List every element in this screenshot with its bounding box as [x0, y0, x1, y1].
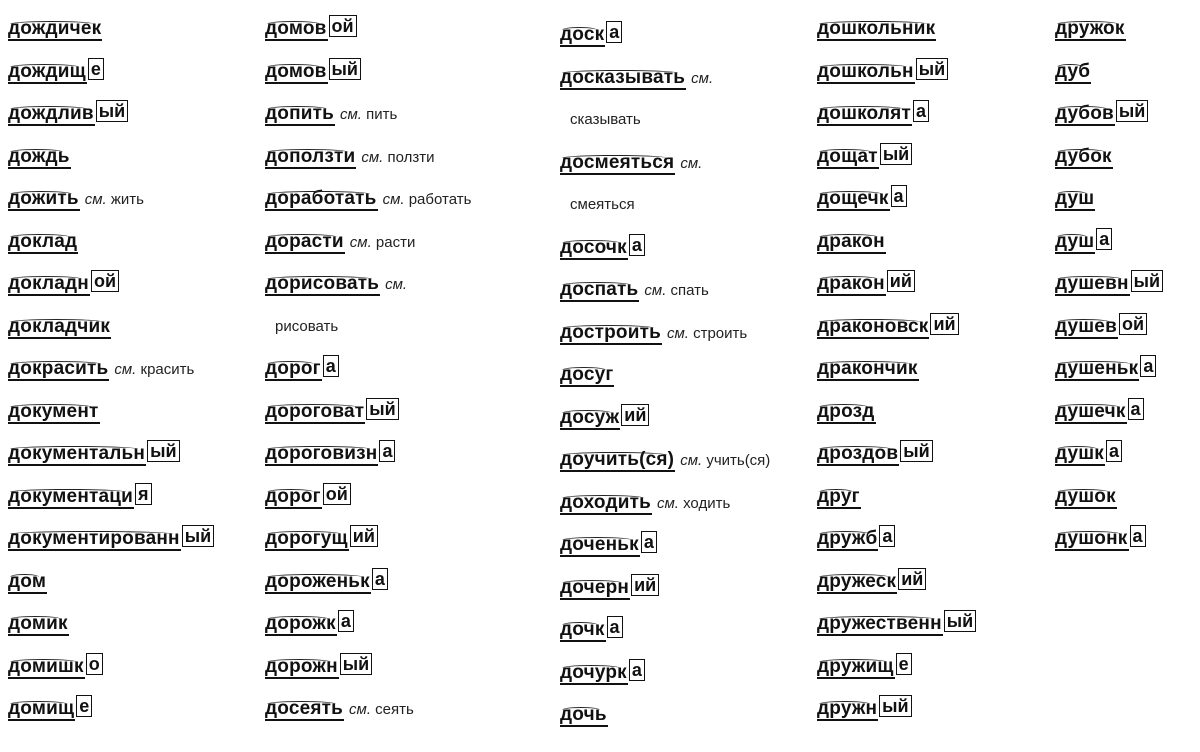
word-stem: домов [265, 18, 327, 39]
word-ending-box: ий [621, 404, 649, 426]
word-entry [8, 609, 69, 639]
word-stem: дракон [817, 231, 885, 252]
word-ending-box: ой [323, 483, 351, 505]
word-stem: дроздов [817, 443, 899, 464]
word-stem: дошколят [817, 103, 911, 124]
word-entry [8, 227, 78, 257]
reference [680, 452, 770, 469]
word-stem: дорасти [265, 231, 344, 252]
word-stem: документаци [8, 486, 134, 507]
reference-prefix: см. [385, 276, 408, 293]
word-stem: домик [8, 613, 68, 634]
reference [385, 276, 407, 293]
word-stem: дочк [560, 619, 605, 640]
word-stem: душев [1055, 316, 1117, 337]
word-entry [560, 360, 614, 390]
word-entry [8, 439, 180, 469]
word-entry [560, 658, 645, 688]
word-stem: дракон [817, 273, 885, 294]
word-ending-box: ый [944, 610, 976, 632]
word-entry [8, 524, 214, 554]
word-entry [8, 652, 103, 682]
word-entry [265, 14, 357, 44]
word-entry [265, 524, 378, 554]
word-ending-box: ый [147, 440, 179, 462]
reference [383, 191, 472, 208]
reference-word: работать [408, 191, 472, 208]
reference-word: учить(ся) [706, 452, 771, 469]
reference [349, 701, 414, 718]
word-entry [265, 99, 397, 129]
word-entry [265, 652, 372, 682]
word-stem: докладчик [8, 316, 111, 337]
word-entry [8, 142, 71, 172]
word-stem: досочк [560, 237, 627, 258]
word-ending-box: а [323, 355, 339, 377]
word-ending-box: а [379, 440, 395, 462]
reference [361, 149, 434, 166]
word-entry [817, 184, 907, 214]
word-stem: дубок [1055, 146, 1112, 167]
word-stem: дорисовать [265, 273, 380, 294]
word-stem: друг [817, 486, 860, 507]
word-stem: доходить [560, 492, 651, 513]
reference-prefix: см. [666, 325, 689, 342]
word-entry [265, 57, 361, 87]
word-stem: дощат [817, 146, 878, 167]
word-entry [817, 269, 915, 299]
word-stem: допить [265, 103, 335, 124]
word-ending-box: а [1106, 440, 1122, 462]
word-entry [560, 105, 641, 135]
word-entry [560, 615, 623, 645]
word-ending-box: а [1140, 355, 1156, 377]
word-stem: доучить(ся) [560, 449, 675, 470]
word-ending-box: ий [350, 525, 378, 547]
word-ending-box: а [338, 610, 354, 632]
word-entry [8, 397, 100, 427]
word-entry [265, 439, 395, 469]
word-entry [265, 354, 339, 384]
word-stem: душечк [1055, 401, 1126, 422]
word-ending-box: ый [366, 398, 398, 420]
word-entry [265, 312, 338, 342]
word-entry [560, 148, 702, 178]
word-stem: душок [1055, 486, 1116, 507]
word-entry [1055, 57, 1091, 87]
word-entry [8, 354, 194, 384]
reference-word: сеять [375, 701, 414, 718]
word-stem: доск [560, 24, 605, 45]
word-ending-box: а [641, 531, 657, 553]
word-stem: душевн [1055, 273, 1129, 294]
word-stem: дочурк [560, 662, 627, 683]
word-ending-box: а [1128, 398, 1144, 420]
word-entry [1055, 184, 1095, 214]
word-stem: дружеск [817, 571, 897, 592]
word-entry [560, 403, 649, 433]
word-stem: дорожк [265, 613, 336, 634]
word-stem: дубов [1055, 103, 1114, 124]
word-ending-box: а [629, 659, 645, 681]
reference-prefix: см. [656, 495, 679, 512]
reference-prefix: см. [349, 234, 372, 251]
word-entry [8, 14, 102, 44]
word-ending-box: е [896, 653, 912, 675]
word-stem: дочерн [560, 577, 630, 598]
word-stem: дракончик [817, 358, 918, 379]
word-stem: дошкольн [817, 61, 914, 82]
word-stem: дружок [1055, 18, 1125, 39]
word-ending-box: ий [898, 568, 926, 590]
reference-prefix: см. [691, 70, 714, 87]
word-entry [1055, 397, 1144, 427]
word-stem: дощечк [817, 188, 889, 209]
word-stem: дороговат [265, 401, 365, 422]
word-ending-box: а [913, 100, 929, 122]
word-ending-box: ый [880, 143, 912, 165]
word-stem: досуг [560, 364, 614, 385]
reference [680, 155, 702, 172]
word-entry [560, 20, 622, 50]
word-ending-box: а [372, 568, 388, 590]
word-ending-box: ый [340, 653, 372, 675]
word-entry [817, 482, 861, 512]
word-entry [1055, 269, 1163, 299]
word-entry [8, 482, 152, 512]
reference-word: ползти [387, 149, 435, 166]
reference-prefix: см. [361, 149, 384, 166]
word-entry [265, 397, 399, 427]
word-stem: докладн [8, 273, 89, 294]
word-stem: домищ [8, 698, 75, 719]
word-entry [8, 312, 111, 342]
word-stem: дорогущ [265, 528, 348, 549]
word-stem: душонк [1055, 528, 1128, 549]
word-entry [1055, 142, 1113, 172]
word-ending-box: ый [1131, 270, 1163, 292]
word-ending-box: ый [900, 440, 932, 462]
word-entry [1055, 354, 1156, 384]
reference-prefix: см. [680, 452, 703, 469]
word-entry [1055, 14, 1126, 44]
word-stem: дороговизн [265, 443, 378, 464]
word-entry [817, 312, 959, 342]
word-ending-box: а [606, 21, 622, 43]
reference-continuation: смеяться [570, 196, 635, 213]
word-entry [817, 694, 912, 724]
word-entry [265, 269, 407, 299]
word-stem: документ [8, 401, 99, 422]
word-ending-box: ой [91, 270, 119, 292]
word-entry [817, 439, 933, 469]
word-stem: дрозд [817, 401, 875, 422]
word-stem: домишк [8, 656, 84, 677]
word-ending-box: а [607, 616, 623, 638]
reference [85, 191, 144, 208]
word-stem: дуб [1055, 61, 1091, 82]
reference-word: ходить [683, 495, 731, 512]
word-stem: душк [1055, 443, 1105, 464]
word-ending-box: ый [916, 58, 948, 80]
word-ending-box: ой [1119, 313, 1147, 335]
word-stem: дожить [8, 188, 79, 209]
reference [114, 361, 194, 378]
word-entry [560, 190, 635, 220]
word-entry [560, 63, 713, 93]
reference-prefix: см. [644, 282, 667, 299]
word-ending-box: ой [329, 15, 357, 37]
word-ending-box: ий [887, 270, 915, 292]
word-ending-box: а [891, 185, 907, 207]
word-entry [817, 397, 876, 427]
word-entry [1055, 524, 1146, 554]
word-entry [265, 227, 415, 257]
reference-word: расти [375, 234, 416, 251]
word-stem: дорог [265, 358, 321, 379]
word-entry [265, 184, 471, 214]
word-stem: документальн [8, 443, 146, 464]
word-ending-box: ый [96, 100, 128, 122]
word-ending-box: а [1096, 228, 1112, 250]
word-stem: дружб [817, 528, 878, 549]
word-ending-box: ий [930, 313, 958, 335]
word-ending-box: а [879, 525, 895, 547]
word-entry [1055, 482, 1117, 512]
reference [691, 70, 713, 87]
word-stem: дружищ [817, 656, 894, 677]
reference-word: красить [140, 361, 195, 378]
word-stem: доползти [265, 146, 356, 167]
word-stem: дождлив [8, 103, 94, 124]
reference-prefix: см. [84, 191, 107, 208]
word-entry [265, 609, 354, 639]
word-stem: дороженьк [265, 571, 370, 592]
reference-prefix: см. [680, 155, 703, 172]
word-stem: документированн [8, 528, 180, 549]
word-entry [265, 567, 388, 597]
word-ending-box: ий [631, 574, 659, 596]
word-entry [817, 524, 895, 554]
word-stem: драконовск [817, 316, 929, 337]
word-ending-box: а [1130, 525, 1146, 547]
word-stem: доработать [265, 188, 377, 209]
word-entry [8, 269, 119, 299]
word-stem: дождищ [8, 61, 86, 82]
word-entry [560, 573, 659, 603]
word-ending-box: ый [182, 525, 214, 547]
word-entry [8, 99, 128, 129]
word-entry [8, 184, 144, 214]
word-entry [265, 482, 351, 512]
reference [350, 234, 416, 251]
reference-continuation: рисовать [275, 318, 339, 335]
word-stem: дождь [8, 146, 70, 167]
word-stem: доспать [560, 279, 639, 300]
reference-continuation: сказывать [570, 111, 641, 128]
word-stem: дружн [817, 698, 878, 719]
word-entry [560, 700, 608, 730]
reference-word: пить [366, 106, 398, 123]
word-entry [1055, 312, 1147, 342]
word-stem: душ [1055, 188, 1095, 209]
word-entry [560, 488, 730, 518]
word-stem: докрасить [8, 358, 109, 379]
word-entry [817, 57, 948, 87]
word-entry [8, 567, 47, 597]
word-ending-box: а [629, 234, 645, 256]
word-ending-box: ый [329, 58, 361, 80]
word-entry [817, 609, 976, 639]
word-stem: дочь [560, 704, 607, 725]
word-stem: доклад [8, 231, 78, 252]
word-entry [560, 233, 645, 263]
word-stem: дорожн [265, 656, 338, 677]
reference-prefix: см. [340, 106, 362, 123]
reference-prefix: см. [382, 191, 405, 208]
word-entry [560, 318, 747, 348]
word-stem: досказывать [560, 67, 686, 88]
word-ending-box: ый [1116, 100, 1148, 122]
word-entry [817, 354, 919, 384]
word-stem: душ [1055, 231, 1095, 252]
word-stem: дружественн [817, 613, 942, 634]
word-entry [560, 275, 709, 305]
reference [340, 106, 397, 123]
word-stem: дом [8, 571, 47, 592]
reference-prefix: см. [114, 361, 137, 378]
reference-word: строить [693, 325, 748, 342]
word-entry [817, 652, 912, 682]
word-stem: дорог [265, 486, 321, 507]
reference-prefix: см. [349, 701, 371, 718]
word-stem: домов [265, 61, 327, 82]
word-entry [817, 99, 929, 129]
word-ending-box: ый [879, 695, 911, 717]
word-entry [1055, 99, 1148, 129]
reference [644, 282, 708, 299]
word-entry [8, 694, 92, 724]
word-entry [817, 142, 912, 172]
word-entry [817, 14, 936, 44]
word-stem: доченьк [560, 534, 639, 555]
word-stem: досмеяться [560, 152, 675, 173]
reference [657, 495, 730, 512]
word-ending-box: е [88, 58, 104, 80]
word-entry [1055, 227, 1112, 257]
word-entry [817, 227, 886, 257]
word-stem: достроить [560, 322, 661, 343]
reference-word: жить [110, 191, 144, 208]
word-entry [560, 445, 770, 475]
word-entry [560, 530, 657, 560]
word-entry [817, 567, 926, 597]
word-entry [265, 694, 414, 724]
reference [667, 325, 747, 342]
word-entry [8, 57, 104, 87]
word-ending-box: е [76, 695, 92, 717]
word-ending-box: я [135, 483, 152, 505]
word-stem: душеньк [1055, 358, 1139, 379]
word-stem: досеять [265, 698, 344, 719]
word-stem: дождичек [8, 18, 102, 39]
word-ending-box: о [86, 653, 103, 675]
word-stem: дошкольник [817, 18, 936, 39]
word-stem: досуж [560, 407, 620, 428]
word-entry [265, 142, 435, 172]
reference-word: спать [670, 282, 709, 299]
word-entry [1055, 439, 1122, 469]
